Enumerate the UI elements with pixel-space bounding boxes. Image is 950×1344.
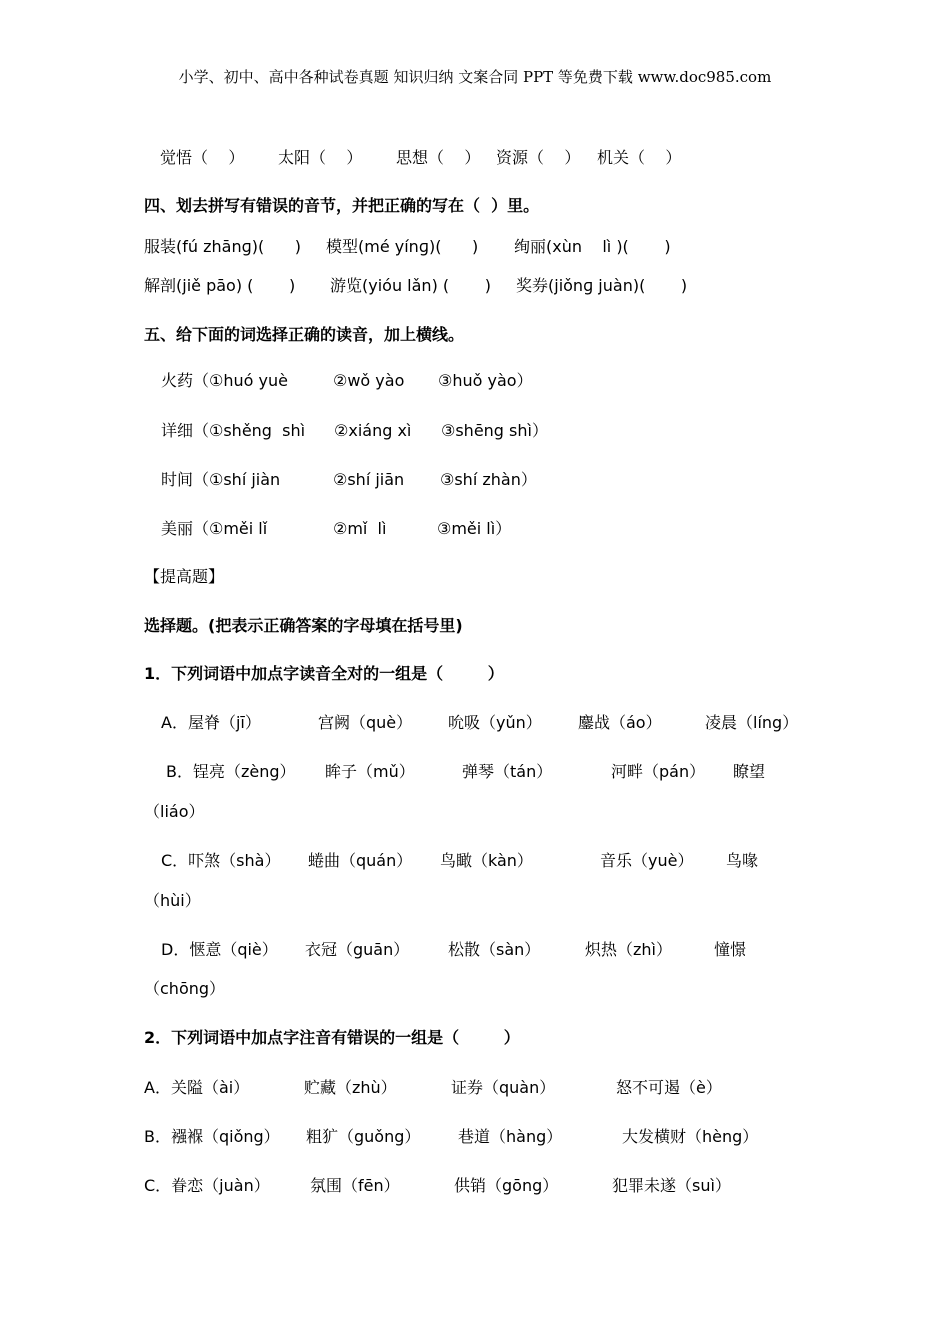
pinyin-item: 绚丽(xùn lì )( ) bbox=[514, 237, 671, 256]
choice-option: ③měi lì） bbox=[437, 519, 512, 538]
option-d-continuation: （chōng） bbox=[144, 979, 226, 998]
word-item: 机关（ ） bbox=[597, 148, 682, 167]
option-c-continuation: （hùi） bbox=[144, 891, 201, 910]
choice-option: 详细（①shěng shì bbox=[161, 421, 306, 440]
option-a-item: 证券（quàn） bbox=[451, 1078, 556, 1097]
pinyin-item: 模型(mé yínɡ)( ) bbox=[326, 237, 479, 256]
option-a-item: 吮吸（yǔn） bbox=[448, 713, 542, 732]
option-a-item: 凌晨（líng） bbox=[705, 713, 799, 732]
option-d-item: 炽热（zhì） bbox=[585, 940, 672, 959]
option-c-item: 蜷曲（quán） bbox=[308, 851, 413, 870]
option-d-item: 松散（sàn） bbox=[448, 940, 541, 959]
option-b-item: 瞭望 bbox=[733, 762, 766, 781]
option-d-item: 憧憬 bbox=[714, 940, 747, 959]
choice-option: ②wǒ yào bbox=[333, 371, 405, 390]
question-2-title: 2．下列词语中加点字注音有错误的一组是（ ） bbox=[144, 1028, 520, 1047]
pinyin-item: 服装(fú zhānɡ)( ) bbox=[144, 237, 301, 256]
section-5-title: 五、给下面的词选择正确的读音，加上横线。 bbox=[144, 325, 465, 344]
choice-option: ③shēng shì） bbox=[441, 421, 548, 440]
word-item: 觉悟（ ） bbox=[160, 148, 245, 167]
option-d-item: D．惬意（qiè） bbox=[161, 940, 278, 959]
option-a-item: 贮藏（zhù） bbox=[304, 1078, 397, 1097]
option-c-item: 鸟瞰（kàn） bbox=[440, 851, 533, 870]
option-c-item: 鸟喙 bbox=[726, 851, 759, 870]
choice-option: 时间（①shí jiàn bbox=[161, 470, 281, 489]
choice-section-title: 选择题。(把表示正确答案的字母填在括号里) bbox=[144, 616, 463, 635]
option-d-item: 衣冠（guān） bbox=[305, 940, 410, 959]
choice-option: ②xiáng xì bbox=[334, 421, 412, 440]
pinyin-item: 奖券(jiǒnɡ juàn)( ) bbox=[516, 276, 688, 295]
section-4-title: 四、划去拼写有错误的音节，并把正确的写在（ ）里。 bbox=[144, 196, 540, 215]
choice-option: 美丽（①měi lǐ bbox=[161, 519, 268, 538]
choice-option: ②mǐ lì bbox=[333, 519, 387, 538]
option-b-item: 大发横财（hèng） bbox=[622, 1127, 759, 1146]
option-a-item: A．屋脊（jī） bbox=[161, 713, 261, 732]
choice-option: ③huǒ yào） bbox=[438, 371, 533, 390]
option-c-item: 音乐（yuè） bbox=[600, 851, 694, 870]
word-item: 思想（ ） bbox=[396, 148, 481, 167]
option-b-item: B．襁褓（qiǒng） bbox=[144, 1127, 280, 1146]
option-b-item: B．锃亮（zèng） bbox=[166, 762, 296, 781]
word-item: 资源（ ） bbox=[496, 148, 581, 167]
pinyin-item: 游览(yióu lǎn) ( ) bbox=[330, 276, 491, 295]
advanced-heading: 【提高题】 bbox=[144, 567, 225, 586]
choice-option: ③shí zhàn） bbox=[440, 470, 537, 489]
option-c-item: 氛围（fēn） bbox=[310, 1176, 400, 1195]
option-c-item: C．眷恋（juàn） bbox=[144, 1176, 270, 1195]
option-c-item: 犯罪未遂（suì） bbox=[612, 1176, 731, 1195]
option-a-item: 鏖战（áo） bbox=[578, 713, 662, 732]
option-b-item: 巷道（hàng） bbox=[458, 1127, 563, 1146]
option-c-item: C．吓煞（shà） bbox=[161, 851, 281, 870]
option-b-item: 河畔（pán） bbox=[611, 762, 706, 781]
word-item: 太阳（ ） bbox=[278, 148, 363, 167]
choice-option: 火药（①huó yuè bbox=[161, 371, 288, 390]
option-b-item: 眸子（mǔ） bbox=[325, 762, 415, 781]
option-a-item: 怒不可遏（è） bbox=[616, 1078, 722, 1097]
choice-option: ②shí jiān bbox=[333, 470, 405, 489]
option-b-continuation: （liáo） bbox=[144, 802, 205, 821]
question-1-title: 1．下列词语中加点字读音全对的一组是（ ） bbox=[144, 664, 504, 683]
option-b-item: 粗犷（guǒng） bbox=[306, 1127, 421, 1146]
page-header: 小学、初中、高中各种试卷真题 知识归纳 文案合同 PPT 等免费下载 www.doc985.com bbox=[178, 68, 772, 86]
option-a-item: 宫阙（què） bbox=[318, 713, 413, 732]
option-b-item: 弹琴（tán） bbox=[462, 762, 553, 781]
option-c-item: 供销（gōng） bbox=[454, 1176, 559, 1195]
option-a-item: A．关隘（ài） bbox=[144, 1078, 250, 1097]
pinyin-item: 解剖(jiě pāo) ( ) bbox=[144, 276, 296, 295]
